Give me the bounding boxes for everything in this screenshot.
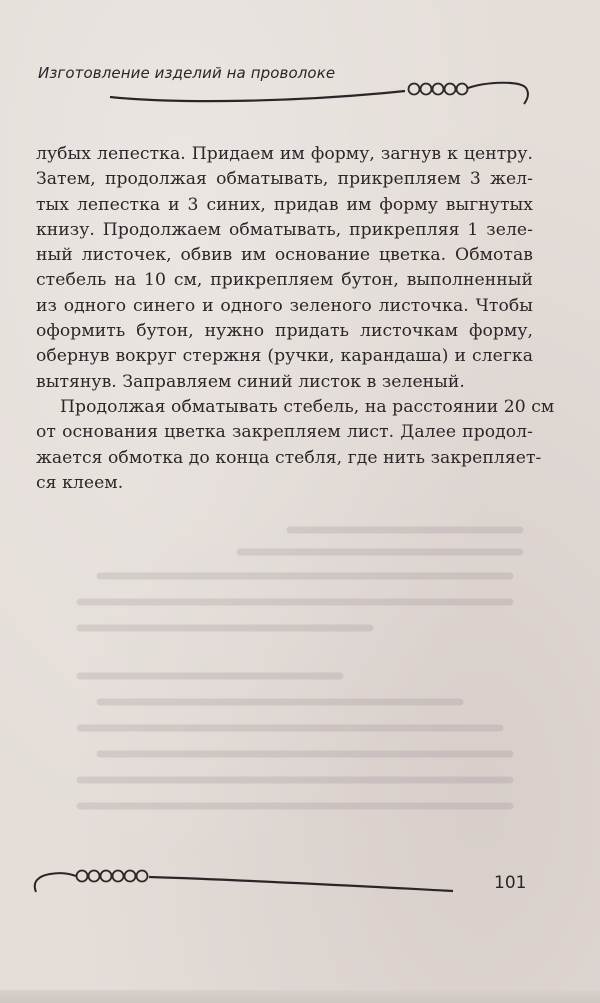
text-line: жается обмотка до конца стебля, где нить закрепляет- — [36, 447, 542, 468]
text-line: ный листочек, обвив им основание цветка. Обмотав — [36, 245, 533, 266]
text-line: тых лепестка и 3 синих, придав им форму выгнутых — [36, 194, 533, 215]
paragraph-1 — [36, 142, 533, 395]
text-line: Затем, продолжая обматывать, прикрепляем 3 жел- — [36, 169, 533, 190]
text-line: Продолжая обматывать стебель, на расстоянии 20 см — [60, 396, 555, 417]
footer-ornament — [28, 858, 468, 898]
page-number: 101 — [494, 873, 527, 893]
text-line: от основания цветка закрепляем лист. Далее продол- — [36, 422, 533, 443]
running-header: Изготовление изделий на проволоке — [38, 64, 336, 82]
main-text — [36, 142, 555, 496]
text-line: книзу. Продолжаем обматывать, прикрепляя 1 зеле- — [36, 219, 533, 240]
text-line: лубых лепестка. Придаем им форму, загнув к центру. — [36, 144, 533, 164]
text-line: оформить бутон, нужно придать листочкам форму, — [36, 321, 533, 342]
bleed-through-texture — [40, 520, 540, 850]
text-line: вытянув. Заправляем синий листок в зеленый. — [36, 371, 465, 392]
text-line: ся клеем. — [36, 472, 124, 493]
page-edge-shadow — [0, 990, 600, 1003]
header-ornament — [100, 74, 540, 114]
text-line: обернув вокруг стержня (ручки, карандаша) и слегка — [36, 346, 533, 367]
text-line: из одного синего и одного зеленого листочка. Чтобы — [36, 295, 533, 316]
paragraph-2 — [36, 395, 555, 496]
text-line: стебель на 10 см, прикрепляем бутон, выполненный — [36, 270, 533, 291]
